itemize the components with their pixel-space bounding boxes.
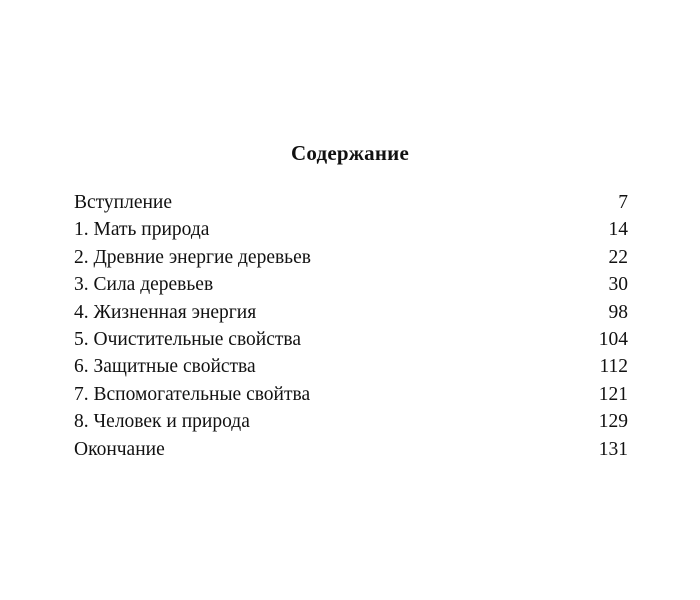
toc-entry — [74, 299, 628, 326]
toc-entry — [74, 408, 628, 435]
toc-entry-page: 14 — [608, 219, 628, 241]
toc-entry — [74, 436, 628, 463]
toc-entry-label: 1. Мать природа — [74, 219, 210, 241]
toc-entry-page: 98 — [608, 301, 628, 323]
toc-entry-page: 22 — [608, 246, 628, 268]
toc-entry — [74, 271, 628, 298]
toc-entry-label: 8. Человек и природа — [74, 411, 250, 433]
toc-entry — [74, 189, 628, 216]
toc-entry-label: Окончание — [74, 438, 165, 460]
toc-entry-label: 5. Очистительные свойства — [74, 328, 302, 350]
toc-title: Содержание — [291, 141, 409, 165]
toc-entry — [74, 244, 628, 271]
toc-entry — [74, 381, 628, 408]
toc-entry-page: 30 — [608, 274, 628, 296]
toc-entry-label: Вступление — [74, 192, 173, 213]
toc-entry-page: 129 — [598, 411, 628, 433]
toc-entry — [74, 326, 628, 353]
toc-list — [74, 189, 628, 463]
toc-entry-page: 121 — [598, 383, 628, 405]
toc-entry-page: 104 — [598, 328, 628, 350]
toc-entry-label: 7. Вспомогательные свойтва — [74, 383, 311, 405]
toc-entry — [74, 216, 628, 243]
toc-entry-label: 4. Жизненная энергия — [74, 301, 257, 323]
toc-entry-label: 6. Защитные свойства — [74, 356, 256, 378]
toc-entry-page: 131 — [598, 438, 628, 460]
toc-entry-page: 7 — [618, 192, 628, 213]
toc-entry — [74, 353, 628, 380]
toc-entry-label: 2. Древние энергие деревьев — [74, 246, 311, 268]
toc-entry-label: 3. Сила деревьев — [74, 274, 214, 296]
toc-entry-page: 112 — [599, 356, 628, 378]
